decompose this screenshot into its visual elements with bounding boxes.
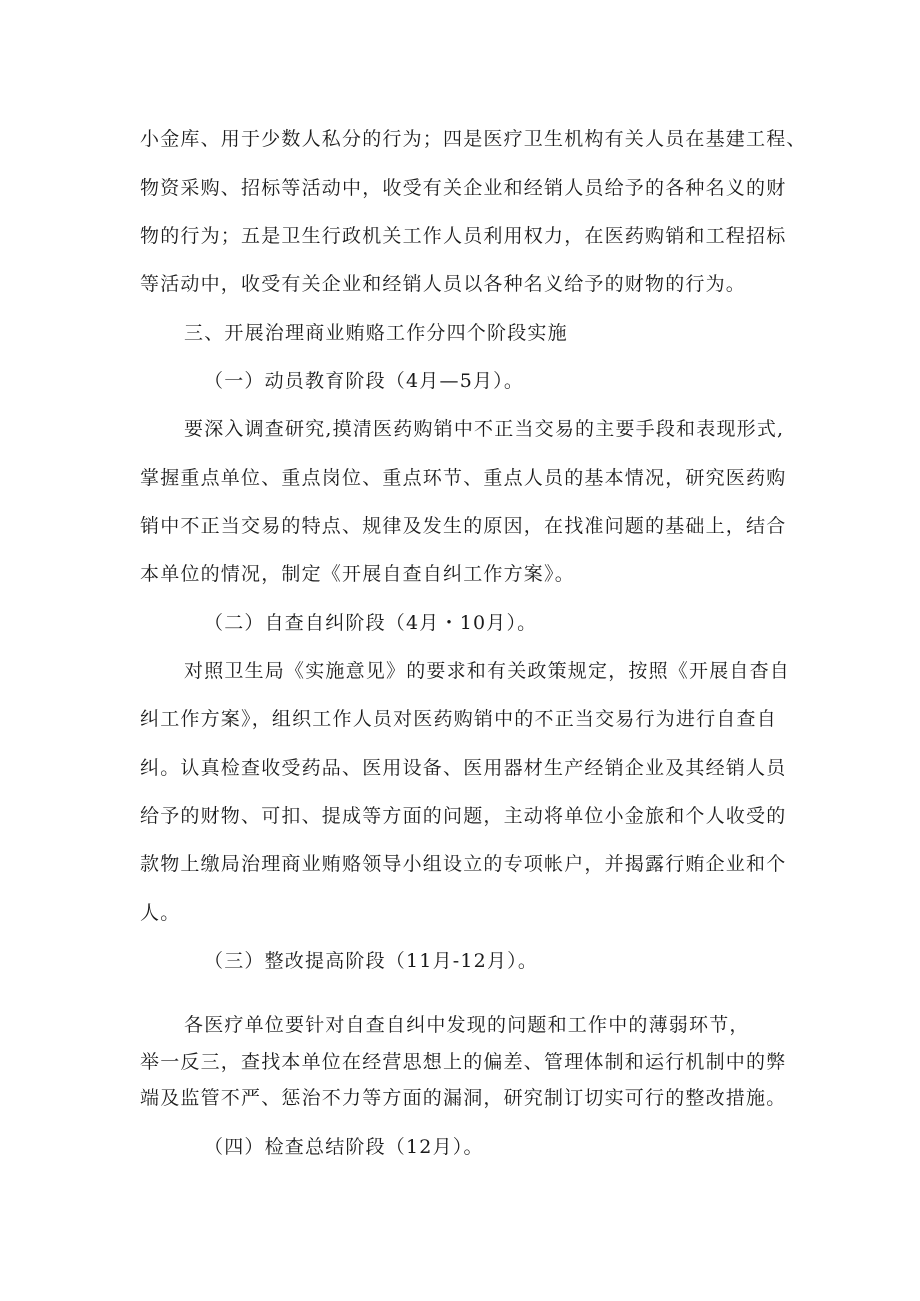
paragraph-1-line-1: 小金库、用于少数人私分的行为；四是医疗卫生机构有关人员在基建工程、 — [140, 128, 807, 150]
paragraph-4-line-3: 端及监管不严、惩治不力等方面的漏洞，研究制订切实可行的整改措施。 — [140, 1087, 787, 1109]
paragraph-3-line-5: 款物上缴局治理商业贿赂领导小组设立的专项帐户，并揭露行贿企业和个 — [140, 853, 787, 875]
section-heading-3: 三、开展治理商业贿赂工作分四个阶段实施 — [184, 322, 568, 344]
paragraph-3-line-6: 人。 — [140, 902, 181, 924]
paragraph-2-line-1: 要深入调查研究,摸清医药购销中不正当交易的主要手段和表现形式, — [184, 418, 785, 440]
stage-3-heading: （三）整改提高阶段（11月-12月）。 — [204, 950, 539, 972]
paragraph-1-line-3: 物的行为；五是卫生行政机关工作人员利用权力，在医药购销和工程招标 — [140, 225, 787, 247]
paragraph-3-line-2: 纠工作方案》，组织工作人员对医药购销中的不正当交易行为进行自查自 — [140, 708, 777, 730]
paragraph-2-line-4: 本单位的情况，制定《开展自查自纠工作方案》。 — [140, 563, 575, 585]
paragraph-4-line-1: 各医疗单位要针对自查自纠中发现的问题和工作中的薄弱环节， — [184, 1014, 750, 1036]
paragraph-3-line-1: 对照卫生局《实施意见》的要求和有关政策规定，按照《开展自杳自 — [184, 660, 791, 682]
paragraph-3-line-4: 给予的财物、可扣、提成等方面的问题，主动将单位小金旅和个人收受的 — [140, 805, 787, 827]
paragraph-3-line-3: 纠。认真检查收受药品、医用设备、医用器材生产经销企业及其经销人员 — [140, 757, 787, 779]
stage-1-heading: （一）动员教育阶段（4月—5月）。 — [204, 370, 525, 392]
paragraph-2-line-2: 掌握重点单位、重点岗位、重点环节、重点人员的基本情况，研究医药购 — [140, 467, 787, 489]
stage-4-heading: （四）检查总结阶段（12月）。 — [204, 1136, 484, 1158]
paragraph-2-line-3: 销中不正当交易的特点、规律及发生的原因，在找准问题的基础上，结合 — [140, 515, 787, 537]
paragraph-1-line-2: 物资采购、招标等活动中，收受有关企业和经销人员给予的各种名义的财 — [140, 177, 787, 199]
paragraph-4-line-2: 举一反三，查找本单位在经营思想上的偏差、管理体制和运行机制中的弊 — [140, 1051, 787, 1073]
stage-2-heading: （二）自查自纠阶段（4月・10月）。 — [204, 612, 538, 634]
paragraph-1-line-4: 等活动中，收受有关企业和经销人员以各种名义给予的财物的行为。 — [140, 273, 747, 295]
